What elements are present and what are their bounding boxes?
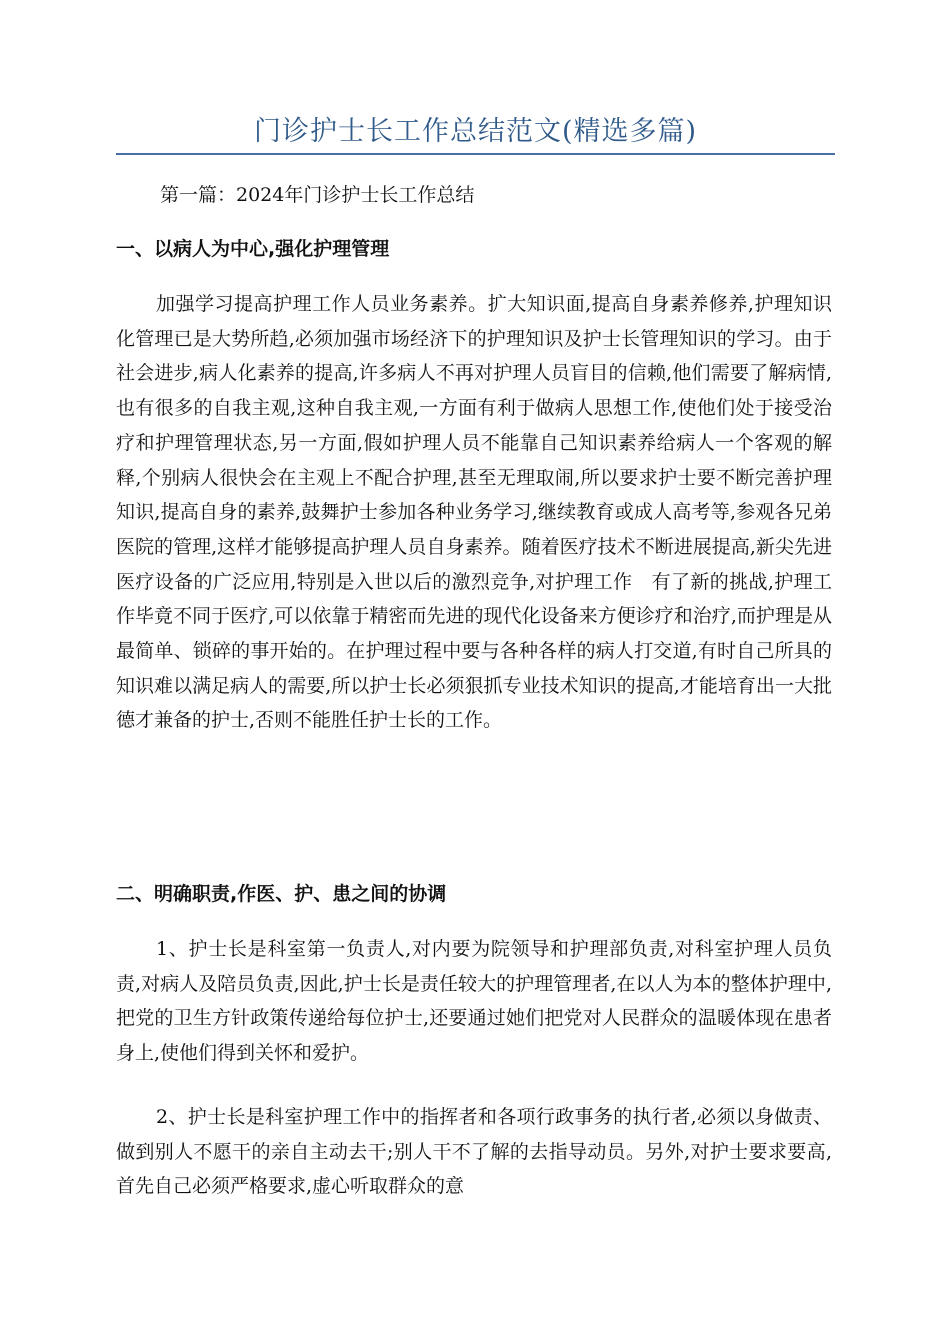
section-1-paragraph-1: 加强学习提高护理工作人员业务素养。扩大知识面,提高自身素养修养,护理知识化管理已是大势所趋,必须加强市场经济下的护理知识及护士长管理知识的学习。由于社会进步,病人化素养的提高,许多病人不再对护理人员盲目的信赖,他们需要了解病情,也有很多的自我主观,这种自我主观,一方面有利于做病人思想工作,使他们处于接受治疗和护理管理状态,另一方面,假如护理人员不能靠自己知识素养给病人一个客观的解释,个别病人很快会在主观上不配合护理,甚至无理取闹,所以要求护士要不断完善护理知识,提高自身的素养,鼓舞护士参加各种业务学习,继续教育或成人高考等,参观各兄弟医院的管理,这样才能够提高护理人员自身素养。随着医疗技术不断进展提高,新尖先进医疗设备的广泛应用,特别是入世以后的激烈竞争,对护理工作 有了新的挑战,护理工作毕竟不同于医疗,可以依靠于精密而先进的现代化设备来方便诊疗和治疗,而护理是从最简单、锁碎的事开始的。在护理过程中要与各种各样的病人打交道,有时自己所具的知识难以满足病人的需要,所以护士长必须狠抓专业技术知识的提高,才能培育出一大批德才兼备的护士,否则不能胜任护士长的工作。: [116, 293, 832, 732]
section-heading-1: 一、以病人为中心,强化护理管理: [116, 238, 390, 260]
section-2-paragraph-2: 2、护士长是科室护理工作中的指挥者和各项行政事务的执行者,必须以身做责、做到别人不愿干的亲自主动去干;别人干不了解的去指导动员。另外,对护士要求要高,首先自己必须严格要求,虚心听取群众的意: [116, 1106, 832, 1198]
document-title: 门诊护士长工作总结范文(精选多篇): [253, 116, 698, 147]
document-subtitle: 第一篇：2024年门诊护士长工作总结: [160, 184, 475, 206]
section-heading-2: 二、明确职责,作医、护、患之间的协调: [116, 883, 447, 905]
title-underline: [116, 153, 835, 155]
section-2-paragraph-1: 1、护士长是科室第一负责人,对内要为院领导和护理部负责,对科室护理人员负责,对病人及陪员负责,因此,护士长是责任较大的护理管理者,在以人为本的整体护理中,把党的卫生方针政策传递给每位护士,还要通过她们把党对人民群众的温暖体现在患者身上,使他们得到关怀和爱护。: [116, 938, 832, 1065]
